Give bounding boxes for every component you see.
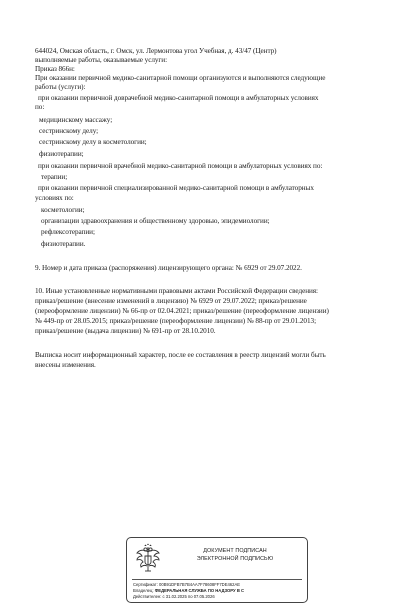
service-item: физиотерапии;	[39, 150, 84, 158]
service-item: медицинскому массажу;	[39, 116, 113, 124]
service-item: физиотерапии.	[41, 240, 86, 248]
owner-label: Владелец:	[133, 588, 154, 593]
certificate-label: Сертификат:	[133, 582, 158, 587]
service-item: терапии;	[41, 173, 68, 181]
service-item: косметологии;	[41, 206, 85, 214]
section-10-line: приказ/решение (выдача лицензии) № 691-пр от 28.10.2010.	[35, 327, 216, 335]
order-reference: Приказ 866н:	[35, 65, 75, 73]
address-line: 644024, Омская область, г. Омск, ул. Лермонтова угол Учебная, д. 43/47 (Центр)	[35, 47, 277, 55]
section-10-line: приказ/решение (внесение изменений в лицензию) № 6929 от 29.07.2022; приказ/решение	[35, 297, 307, 305]
care-category-line: условиях по:	[35, 194, 74, 202]
service-item: организации здравоохранения и общественному здоровью, эпидемиологии;	[41, 217, 270, 225]
section-10-line: № 449-пр от 28.05.2015; приказ/решение (переоформление лицензии) № 88-пр от 29.01.2013;	[35, 317, 317, 325]
stamp-title: ДОКУМЕНТ ПОДПИСАН	[203, 548, 267, 554]
service-item: рефлексотерапии;	[41, 228, 95, 236]
care-category-line: при оказании первичной специализированной медико-санитарной помощи в амбулаторных	[38, 184, 314, 192]
stamp-validity: Действителен: с 31.02.2025 по 07.05.2026	[133, 594, 215, 599]
certificate-value: 00B91DFB7B7B4AA7F78608FF7DE462AE	[159, 582, 241, 587]
service-item: сестринскому делу в косметологии;	[39, 138, 147, 146]
coat-of-arms-icon	[133, 543, 163, 575]
disclaimer-line: Выписка носит информационный характер, после ее составления в реестр лицензий могли быть	[35, 351, 326, 359]
owner-value: ФЕДЕРАЛЬНАЯ СЛУЖБА ПО НАДЗОРУ В С	[154, 588, 245, 593]
electronic-signature-stamp	[126, 537, 308, 603]
stamp-subtitle: ЭЛЕКТРОННОЙ ПОДПИСЬЮ	[196, 556, 274, 562]
care-category-line: по:	[35, 103, 45, 111]
section-9-order: 9. Номер и дата приказа (распоряжения) лицензирующего органа: № 6929 от 29.07.2022.	[35, 264, 302, 272]
stamp-divider	[132, 579, 302, 580]
section-10-line: 10. Иные установленные нормативными правовыми актами Российской Федерации сведения:	[35, 287, 319, 295]
disclaimer-line: внесены изменения.	[35, 361, 96, 369]
care-category-line: при оказании первичной доврачебной медико-санитарной помощи в амбулаторных условиях	[38, 94, 319, 102]
care-category-line: при оказании первичной врачебной медико-санитарной помощи в амбулаторных условиях по:	[38, 162, 323, 170]
services-intro-line: работы (услуги):	[35, 83, 86, 91]
service-item: сестринскому делу;	[39, 127, 99, 135]
section-10-line: (переоформление лицензии) № 66-пр от 02.04.2021; приказ/решение (переоформление лицензии)	[35, 307, 329, 315]
services-intro-line: При оказании первичной медико-санитарной помощи организуются и выполняются следующие	[35, 74, 326, 82]
services-heading: выполняемые работы, оказываемые услуги:	[35, 56, 168, 64]
